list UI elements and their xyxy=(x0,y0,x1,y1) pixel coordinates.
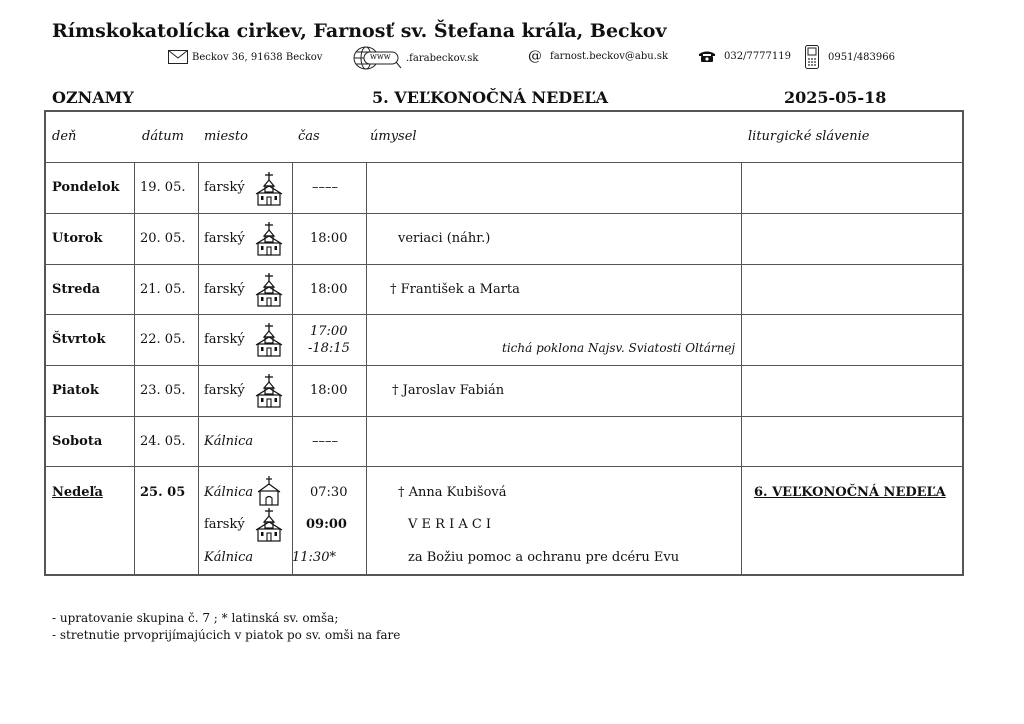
at-icon: @ xyxy=(528,48,542,64)
mobile-contact xyxy=(804,44,895,70)
church-icon xyxy=(254,323,284,357)
row-time: 18:00 xyxy=(310,383,348,398)
church-icon xyxy=(254,508,284,542)
web-contact xyxy=(352,46,478,70)
sunday-date: 25. 05 xyxy=(140,485,186,500)
row-day: Streda xyxy=(52,282,101,297)
sunday-liturgy: 6. VEĽKONOČNÁ NEDEĽA xyxy=(754,485,946,500)
address-contact xyxy=(168,50,322,64)
web-badge: www xyxy=(370,52,391,61)
mobile-phone-icon xyxy=(804,44,820,70)
row-intention: veriaci (náhr.) xyxy=(398,231,491,246)
row-day: Utorok xyxy=(52,231,103,246)
row-day: Pondelok xyxy=(52,180,120,195)
mass-intention: za Božiu pomoc a ochranu pre dcéru Evu xyxy=(408,550,680,565)
column-header-liturgy: liturgické slávenie xyxy=(748,129,870,144)
envelope-icon xyxy=(168,50,188,64)
phone-contact xyxy=(698,50,791,62)
column-header-place: miesto xyxy=(204,129,248,144)
mass-intention: † Anna Kubišová xyxy=(398,485,507,500)
mass-time: 11:30* xyxy=(292,550,336,565)
row-day: Piatok xyxy=(52,383,99,398)
row-place: farský xyxy=(204,282,245,297)
row-day: Štvrtok xyxy=(52,332,106,347)
church-icon xyxy=(254,374,284,408)
column-header-intention: úmysel xyxy=(370,129,417,144)
church-icon xyxy=(254,222,284,256)
row-date: 24. 05. xyxy=(140,434,186,449)
row-date: 21. 05. xyxy=(140,282,186,297)
column-header-date: dátum xyxy=(142,129,184,144)
document-date: 2025-05-18 xyxy=(784,88,887,107)
mass-time: 07:30 xyxy=(310,485,348,500)
row-time-start: 17:00 xyxy=(310,324,348,339)
adoration-note: tichá poklona Najsv. Sviatosti Oltárnej xyxy=(502,341,736,355)
note-line: - stretnutie prvoprijímajúcich v piatok po sv. omši na fare xyxy=(52,628,401,642)
row-place: Kálnica xyxy=(204,434,254,449)
mass-place: Kálnica xyxy=(204,550,254,565)
announcements-label: OZNAMY xyxy=(52,88,134,107)
church-icon xyxy=(254,172,284,206)
email-contact xyxy=(528,48,668,64)
note-line: - upratovanie skupina č. 7 ; * latinská sv. omša; xyxy=(52,611,339,625)
schedule-table xyxy=(44,110,964,576)
row-place: farský xyxy=(204,383,245,398)
row-time: –––– xyxy=(312,180,338,195)
row-time-end: -18:15 xyxy=(308,341,350,356)
chapel-icon xyxy=(256,476,282,506)
row-intention: † Jaroslav Fabián xyxy=(392,383,505,398)
row-place: farský xyxy=(204,332,245,347)
phone-text: 032/7777119 xyxy=(724,50,791,62)
address-text: Beckov 36, 91638 Beckov xyxy=(192,51,323,63)
telephone-icon xyxy=(698,50,716,62)
row-day: Sobota xyxy=(52,434,103,449)
mass-place: farský xyxy=(204,517,245,532)
row-date: 22. 05. xyxy=(140,332,186,347)
sunday-heading: 5. VEĽKONOČNÁ NEDEĽA xyxy=(372,88,609,107)
mobile-text: 0951/483966 xyxy=(828,51,895,63)
row-time: 18:00 xyxy=(310,231,348,246)
column-header-time: čas xyxy=(298,129,320,144)
row-date: 19. 05. xyxy=(140,180,186,195)
row-place: farský xyxy=(204,180,245,195)
church-icon xyxy=(254,273,284,307)
row-place: farský xyxy=(204,231,245,246)
row-time: –––– xyxy=(312,434,338,449)
email-text: farnost.beckov@abu.sk xyxy=(550,50,669,62)
mass-time: 09:00 xyxy=(306,517,347,532)
mass-place: Kálnica xyxy=(204,485,254,500)
page-title: Rímskokatolícka cirkev, Farnosť sv. Štefana kráľa, Beckov xyxy=(52,20,667,42)
column-header-day: deň xyxy=(52,129,77,144)
row-intention: † František a Marta xyxy=(390,282,520,297)
contact-bar xyxy=(0,46,1024,72)
footer-notes xyxy=(52,610,400,644)
mass-intention: V E R I A C I xyxy=(408,517,492,532)
row-time: 18:00 xyxy=(310,282,348,297)
web-text: .farabeckov.sk xyxy=(406,52,479,64)
row-date: 20. 05. xyxy=(140,231,186,246)
sunday-day: Nedeľa xyxy=(52,485,103,500)
row-date: 23. 05. xyxy=(140,383,186,398)
